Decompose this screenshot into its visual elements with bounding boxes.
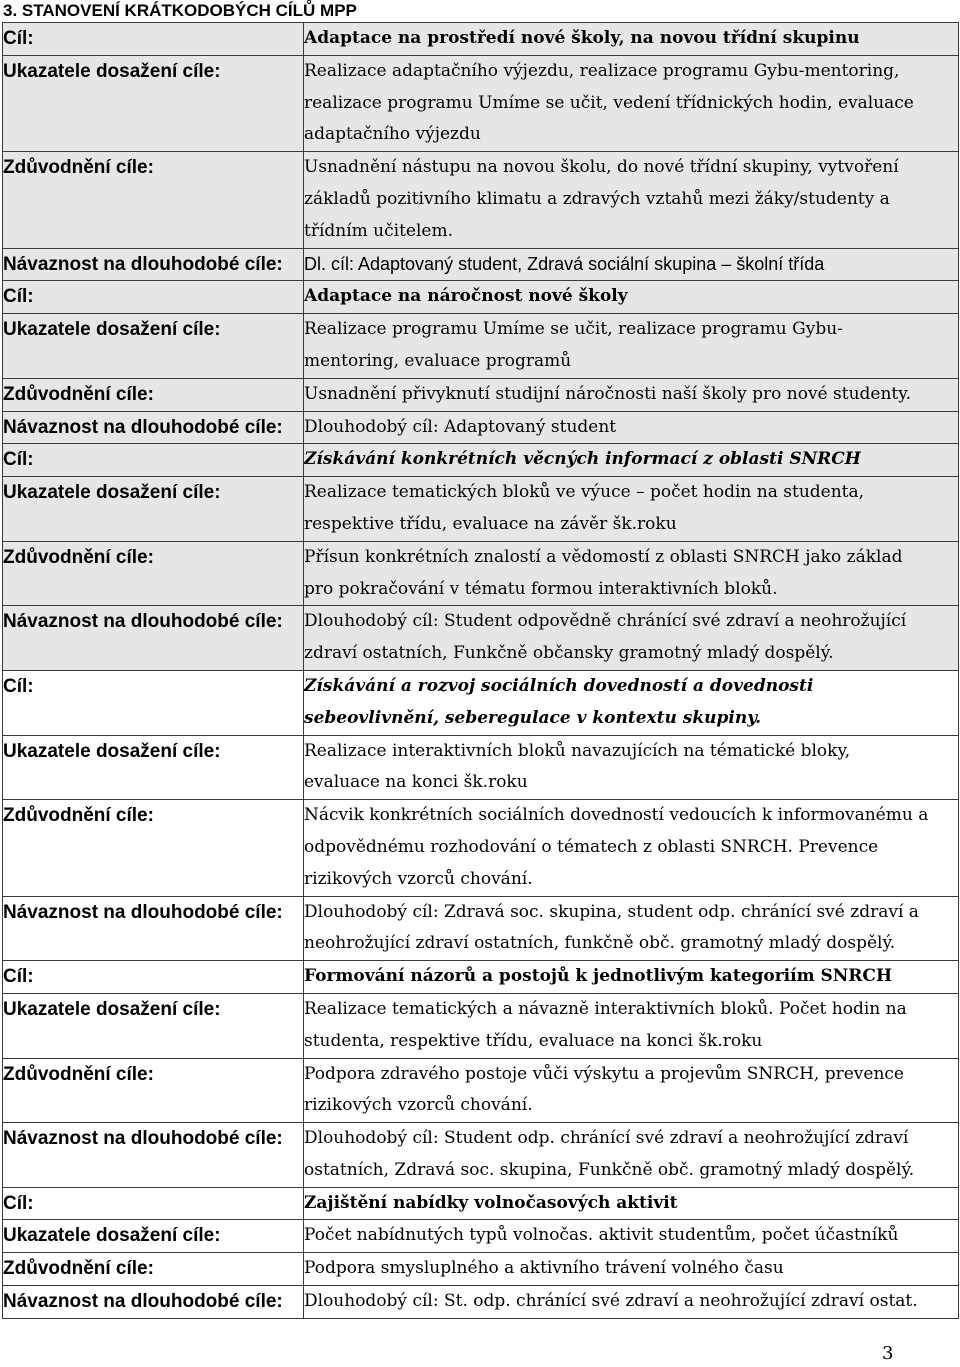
goal-text-line: sebeovlivnění, seberegulace v kontextu skupiny. — [304, 707, 762, 728]
justification-text-line: základů pozitivního klimatu a zdravých vztahů mezi žáky/studenty a — [304, 188, 890, 209]
justification-row — [3, 152, 959, 248]
long-term-link-value — [304, 896, 959, 961]
page-number: 3 — [882, 1343, 894, 1364]
indicators-row — [3, 1220, 959, 1253]
justification-text-line: Podpora zdravého postoje vůči výskytu a projevům SNRCH, prevence — [304, 1063, 904, 1084]
justification-label: Zdůvodnění cíle: — [3, 378, 304, 411]
indicators-text-line: realizace programu Umíme se učit, vedení třídnických hodin, evaluace — [304, 92, 914, 113]
goal-value — [304, 444, 959, 477]
long-term-link-text-line: zdraví ostatních, Funkčně občansky gramotný mladý dospělý. — [304, 643, 834, 664]
goal-text-line: Zajištění nabídky volnočasových aktivit — [304, 1192, 678, 1213]
goal-row — [3, 444, 959, 477]
short-term-goals-body — [3, 23, 959, 1319]
indicators-row — [3, 55, 959, 151]
goal-row — [3, 1187, 959, 1220]
goal-row — [3, 961, 959, 994]
justification-text-line: odpovědnému rozhodování o tématech z oblasti SNRCH. Prevence — [304, 836, 879, 857]
justification-row — [3, 800, 959, 896]
long-term-link-text-line: neohrožující zdraví ostatních, funkčně obč. gramotný mladý dospělý. — [304, 933, 896, 954]
justification-value — [304, 152, 959, 248]
indicators-label: Ukazatele dosažení cíle: — [3, 735, 304, 800]
long-term-link-row — [3, 896, 959, 961]
long-term-link-label: Návaznost na dlouhodobé cíle: — [3, 1286, 304, 1319]
long-term-link-row — [3, 606, 959, 671]
goal-label: Cíl: — [3, 670, 304, 735]
justification-value — [304, 1253, 959, 1286]
short-term-goals-table — [2, 22, 959, 1319]
justification-text-line: Nácvik konkrétních sociálních dovedností vedoucích k informovanému a — [304, 805, 929, 826]
indicators-text-line: adaptačního výjezdu — [304, 124, 481, 145]
goal-row — [3, 670, 959, 735]
goal-label: Cíl: — [3, 281, 304, 314]
long-term-link-label: Návaznost na dlouhodobé cíle: — [3, 1123, 304, 1188]
long-term-link-value — [304, 248, 959, 281]
indicators-row — [3, 993, 959, 1058]
long-term-link-label: Návaznost na dlouhodobé cíle: — [3, 896, 304, 961]
long-term-link-text-line: Dlouhodobý cíl: Zdravá soc. skupina, student odp. chránící své zdraví a — [304, 901, 919, 922]
goal-label: Cíl: — [3, 444, 304, 477]
indicators-text-line: Počet nabídnutých typů volnočas. aktivit studentům, počet účastníků — [304, 1225, 899, 1246]
goal-text-line: Získávání a rozvoj sociálních dovedností a dovednosti — [304, 675, 814, 696]
long-term-link-value — [304, 1123, 959, 1188]
justification-text-line: rizikových vzorců chování. — [304, 1095, 533, 1116]
indicators-text-line: Realizace tematických bloků ve výuce – počet hodin na studenta, — [304, 482, 865, 503]
indicators-value — [304, 735, 959, 800]
indicators-label: Ukazatele dosažení cíle: — [3, 314, 304, 379]
long-term-link-row — [3, 411, 959, 444]
goal-value — [304, 670, 959, 735]
indicators-row — [3, 735, 959, 800]
indicators-label: Ukazatele dosažení cíle: — [3, 55, 304, 151]
indicators-value — [304, 314, 959, 379]
goal-text-line: Získávání konkrétních věcných informací z oblasti SNRCH — [304, 449, 861, 470]
section-title: 3. STANOVENÍ KRÁTKODOBÝCH CÍLŮ MPP — [3, 1, 357, 20]
justification-label: Zdůvodnění cíle: — [3, 152, 304, 248]
long-term-link-value — [304, 411, 959, 444]
indicators-label: Ukazatele dosažení cíle: — [3, 993, 304, 1058]
goal-value — [304, 961, 959, 994]
long-term-link-text-line: Dlouhodobý cíl: Student odp. chránící své zdraví a neohrožující zdraví — [304, 1128, 909, 1149]
long-term-link-value — [304, 1286, 959, 1319]
indicators-label: Ukazatele dosažení cíle: — [3, 477, 304, 542]
indicators-text-line: evaluace na konci šk.roku — [304, 772, 528, 793]
long-term-link-label: Návaznost na dlouhodobé cíle: — [3, 411, 304, 444]
goal-label: Cíl: — [3, 23, 304, 56]
justification-text-line: Usnadnění nástupu na novou školu, do nové třídní skupiny, vytvoření — [304, 157, 899, 178]
justification-label: Zdůvodnění cíle: — [3, 1058, 304, 1123]
long-term-link-text-line: ostatních, Zdravá soc. skupina, Funkčně obč. gramotný mladý dospělý. — [304, 1159, 915, 1180]
long-term-link-row — [3, 1286, 959, 1319]
indicators-text-line: Realizace interaktivních bloků navazujících na tématické bloky, — [304, 740, 851, 761]
goal-text-line: Adaptace na náročnost nové školy — [304, 286, 628, 307]
justification-value — [304, 378, 959, 411]
goal-value — [304, 23, 959, 56]
long-term-link-label: Návaznost na dlouhodobé cíle: — [3, 248, 304, 281]
goal-label: Cíl: — [3, 1187, 304, 1220]
goal-text-line: Adaptace na prostředí nové školy, na novou třídní skupinu — [304, 28, 860, 48]
justification-text-line: Podpora smysluplného a aktivního trávení volného času — [304, 1258, 784, 1279]
indicators-row — [3, 477, 959, 542]
long-term-link-label: Návaznost na dlouhodobé cíle: — [3, 606, 304, 671]
justification-row — [3, 378, 959, 411]
indicators-text-line: studenta, respektive třídu, evaluace na konci šk.roku — [304, 1030, 763, 1051]
justification-text-line: třídním učitelem. — [304, 220, 454, 241]
indicators-text-line: Realizace adaptačního výjezdu, realizace programu Gybu-mentoring, — [304, 60, 900, 81]
indicators-value — [304, 1220, 959, 1253]
goal-value — [304, 281, 959, 314]
long-term-link-text-line: Dlouhodobý cíl: Student odpovědně chránící své zdraví a neohrožující — [304, 611, 907, 632]
indicators-text-line: Realizace programu Umíme se učit, realizace programu Gybu- — [304, 319, 843, 340]
justification-row — [3, 1253, 959, 1286]
goal-row — [3, 23, 959, 56]
indicators-label: Ukazatele dosažení cíle: — [3, 1220, 304, 1253]
long-term-link-value — [304, 606, 959, 671]
justification-text-line: pro pokračování v tématu formou interaktivních bloků. — [304, 578, 778, 599]
justification-row — [3, 541, 959, 606]
long-term-link-text-line: Dlouhodobý cíl: Adaptovaný student — [304, 416, 617, 437]
justification-row — [3, 1058, 959, 1123]
justification-text-line: rizikových vzorců chování. — [304, 868, 533, 889]
justification-value — [304, 800, 959, 896]
goal-text-line: Formování názorů a postojů k jednotlivým kategoriím SNRCH — [304, 966, 893, 987]
goal-row — [3, 281, 959, 314]
indicators-text-line: mentoring, evaluace programů — [304, 350, 572, 371]
justification-value — [304, 541, 959, 606]
indicators-text-line: Realizace tematických a návazně interaktivních bloků. Počet hodin na — [304, 998, 907, 1019]
justification-label: Zdůvodnění cíle: — [3, 800, 304, 896]
indicators-value — [304, 993, 959, 1058]
justification-value — [304, 1058, 959, 1123]
justification-label: Zdůvodnění cíle: — [3, 1253, 304, 1286]
justification-text-line: Přísun konkrétních znalostí a vědomostí z oblasti SNRCH jako základ — [304, 546, 903, 567]
justification-label: Zdůvodnění cíle: — [3, 541, 304, 606]
justification-text-line: Usnadnění přivyknutí studijní náročnosti naší školy pro nové studenty. — [304, 383, 912, 404]
long-term-link-row — [3, 248, 959, 281]
indicators-row — [3, 314, 959, 379]
long-term-link-text-line: Dlouhodobý cíl: St. odp. chránící své zdraví a neohrožující zdraví ostat. — [304, 1291, 918, 1312]
long-term-link-text-line: Dl. cíl: Adaptovaný student, Zdravá sociální skupina – školní třída — [304, 253, 825, 274]
indicators-value — [304, 55, 959, 151]
indicators-value — [304, 477, 959, 542]
goal-value — [304, 1187, 959, 1220]
indicators-text-line: respektive třídu, evaluace na závěr šk.roku — [304, 513, 677, 534]
goal-label: Cíl: — [3, 961, 304, 994]
long-term-link-row — [3, 1123, 959, 1188]
